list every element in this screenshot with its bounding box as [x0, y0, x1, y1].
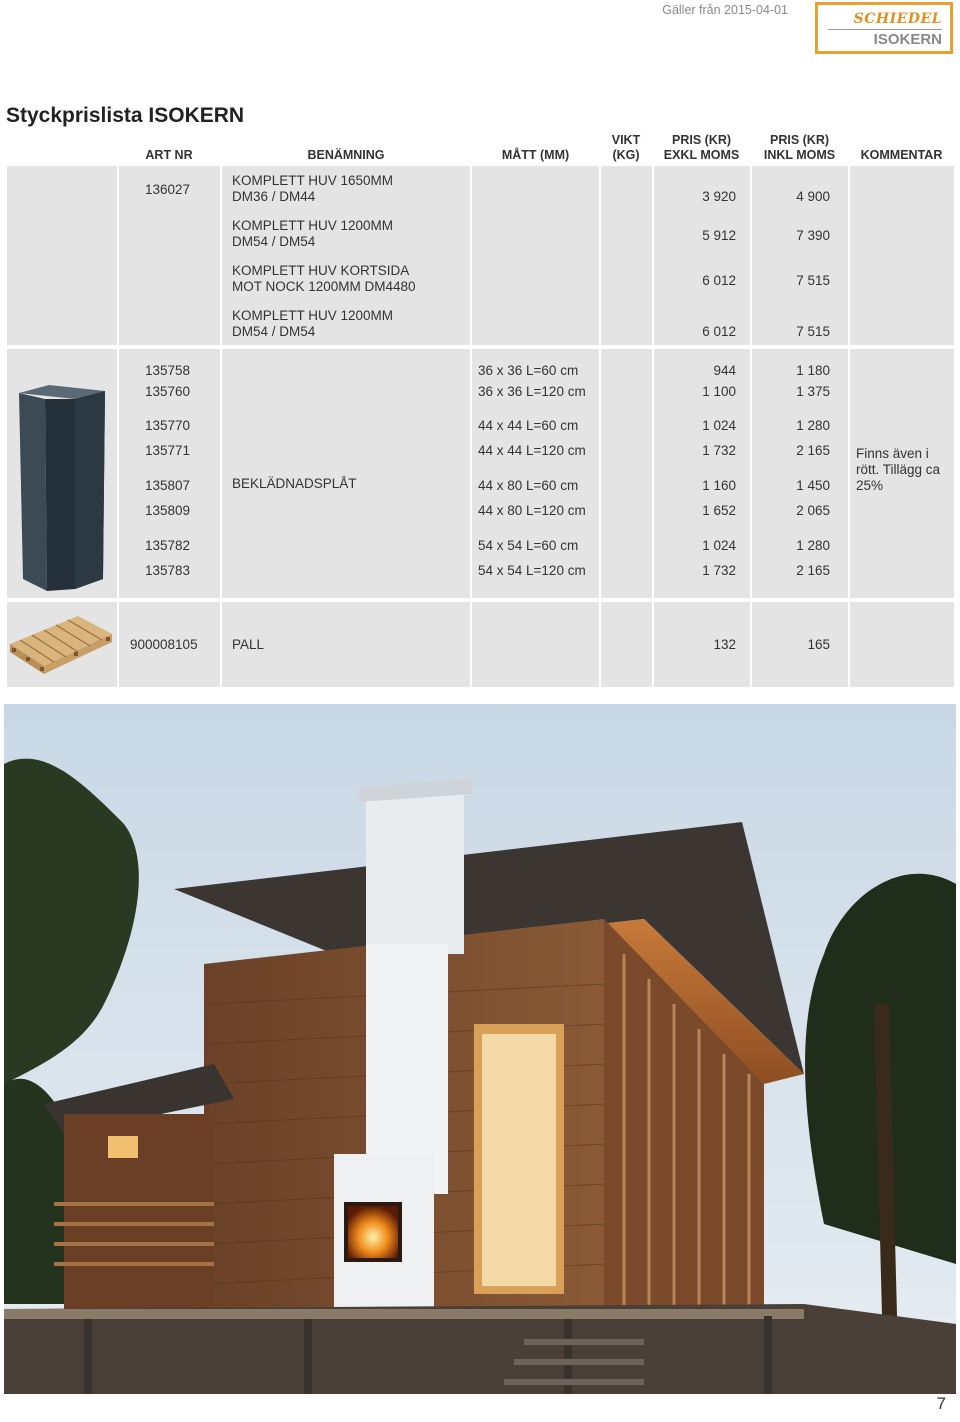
g2-row8-exkl: 1 732	[702, 563, 736, 578]
house-photo	[4, 704, 956, 1394]
g2-row6-inkl: 2 065	[796, 503, 830, 518]
g1-item1-exkl: 3 920	[702, 189, 736, 204]
col-header-pris-exkl-line2: EXKL MOMS	[663, 148, 740, 162]
logo-brand-text: SCHIEDEL	[853, 11, 942, 27]
validity-date: Gäller från 2015-04-01	[662, 3, 788, 17]
g2-row2-exkl: 1 100	[702, 384, 736, 399]
g2-row1-art: 135758	[145, 363, 191, 378]
page-title: Styckprislista ISOKERN	[6, 104, 245, 127]
g2-name-cell	[222, 349, 470, 598]
g1-item2-name-line2: DM54 / DM54	[232, 234, 316, 249]
g1-item1-inkl: 4 900	[796, 189, 830, 204]
g3-benamning: PALL	[232, 637, 265, 652]
col-header-pris-inkl-line1: PRIS (KR)	[769, 133, 830, 147]
g2-row3-exkl: 1 024	[702, 418, 736, 433]
logo-product-text: ISOKERN	[873, 31, 942, 48]
g1-art-nr: 136027	[145, 182, 191, 197]
cladding-product-image	[15, 383, 107, 593]
col-header-vikt-line1: VIKT	[611, 133, 641, 147]
col-header-matt: MÅTT (MM)	[501, 148, 570, 162]
col-header-art-nr: ART NR	[145, 148, 193, 162]
col-header-vikt-line2: (KG)	[612, 148, 640, 162]
g2-row2-matt: 36 x 36 L=120 cm	[478, 384, 586, 399]
g3-matt-cell	[472, 602, 599, 687]
g1-item2-exkl: 5 912	[702, 228, 736, 243]
col-header-benamning: BENÄMNING	[307, 148, 385, 162]
g1-image-cell	[7, 166, 117, 345]
col-header-pris-exkl	[654, 133, 749, 163]
g2-vikt-cell	[601, 349, 652, 598]
col-header-pris-exkl-line1: PRIS (KR)	[671, 133, 732, 147]
g2-row1-matt: 36 x 36 L=60 cm	[478, 363, 579, 378]
logo-divider	[828, 29, 942, 30]
g3-vikt-cell	[601, 602, 652, 687]
g2-row1-exkl: 944	[713, 363, 736, 378]
g2-row6-matt: 44 x 80 L=120 cm	[478, 503, 586, 518]
g2-row4-matt: 44 x 44 L=120 cm	[478, 443, 586, 458]
g1-item2-inkl: 7 390	[796, 228, 830, 243]
g2-row2-art: 135760	[145, 384, 191, 399]
col-header-kommentar: KOMMENTAR	[860, 148, 943, 162]
g2-benamning: BEKLÄDNADSPLÅT	[232, 476, 357, 491]
g2-row5-inkl: 1 450	[796, 478, 830, 493]
g1-comment-cell	[850, 166, 954, 345]
g1-item3-inkl: 7 515	[796, 273, 830, 288]
g2-row5-art: 135807	[145, 478, 191, 493]
pallet-image	[8, 612, 114, 676]
g2-row8-inkl: 2 165	[796, 563, 830, 578]
g2-row7-exkl: 1 024	[702, 538, 736, 553]
g2-row5-matt: 44 x 80 L=60 cm	[478, 478, 579, 493]
g1-item3-exkl: 6 012	[702, 273, 736, 288]
g2-row4-art: 135771	[145, 443, 191, 458]
g1-matt-cell	[472, 166, 599, 345]
g2-row3-matt: 44 x 44 L=60 cm	[478, 418, 579, 433]
g3-inkl: 165	[807, 637, 830, 652]
g2-row1-inkl: 1 180	[796, 363, 830, 378]
col-header-vikt	[601, 133, 651, 163]
g2-row3-inkl: 1 280	[796, 418, 830, 433]
g2-row7-art: 135782	[145, 538, 191, 553]
g1-item4-exkl: 6 012	[702, 324, 736, 339]
g1-item3-name-line1: KOMPLETT HUV KORTSIDA	[232, 263, 410, 278]
g2-row2-inkl: 1 375	[796, 384, 830, 399]
g1-item4-name-line2: DM54 / DM54	[232, 324, 316, 339]
g2-row5-exkl: 1 160	[702, 478, 736, 493]
g2-row4-exkl: 1 732	[702, 443, 736, 458]
g3-exkl: 132	[713, 637, 736, 652]
g2-row8-matt: 54 x 54 L=120 cm	[478, 563, 586, 578]
g3-art-nr: 900008105	[130, 637, 198, 652]
g1-vikt-cell	[601, 166, 652, 345]
g1-item3-name-line2: MOT NOCK 1200MM DM4480	[232, 279, 416, 294]
g1-item4-inkl: 7 515	[796, 324, 830, 339]
g1-item4-name-line1: KOMPLETT HUV 1200MM	[232, 308, 394, 323]
g2-row7-inkl: 1 280	[796, 538, 830, 553]
col-header-pris-inkl-line2: INKL MOMS	[763, 148, 836, 162]
g2-row7-matt: 54 x 54 L=60 cm	[478, 538, 579, 553]
g2-row6-art: 135809	[145, 503, 191, 518]
schiedel-isokern-logo	[815, 2, 953, 54]
page-number: 7	[936, 1394, 946, 1413]
g1-item1-name-line2: DM36 / DM44	[232, 189, 316, 204]
g1-item2-name-line1: KOMPLETT HUV 1200MM	[232, 218, 394, 233]
col-header-pris-inkl	[752, 133, 847, 163]
g2-row3-art: 135770	[145, 418, 191, 433]
g3-comment-cell	[850, 602, 954, 687]
g1-item1-name-line1: KOMPLETT HUV 1650MM	[232, 173, 394, 188]
g2-row6-exkl: 1 652	[702, 503, 736, 518]
g2-row4-inkl: 2 165	[796, 443, 830, 458]
g2-row8-art: 135783	[145, 563, 191, 578]
g2-comment: Finns även i rött. Tillägg ca 25%	[856, 446, 941, 493]
